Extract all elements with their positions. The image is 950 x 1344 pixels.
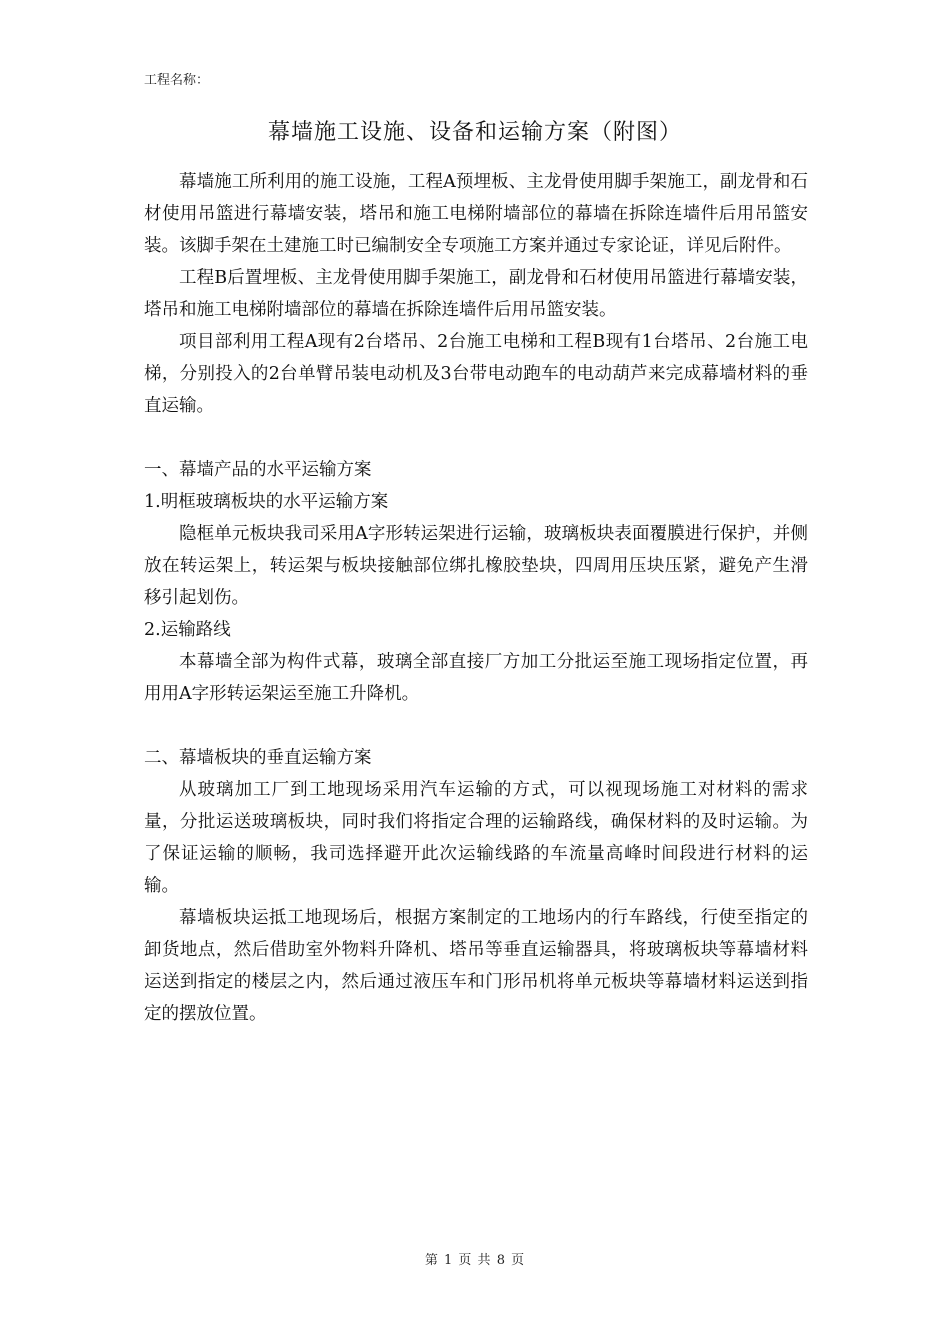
blank-line [144, 710, 808, 742]
project-name-label: 工程名称： [144, 73, 210, 88]
document-title: 幕墙施工设施、设备和运输方案（附图） [267, 120, 682, 145]
page-number-footer: 第 1 页 共 8 页 [424, 1253, 526, 1268]
section-1-sub-1-heading: 1.明框玻璃板块的水平运输方案 [144, 492, 389, 512]
intro-paragraph-3: 项目部利用工程A现有2台塔吊、2台施工电梯和工程B现有1台塔吊、2台施工电梯，分别投入的2台单臂吊装电动机及3台带电动跑车的电动葫芦来完成幕墙材料的垂直运输。 [144, 332, 808, 416]
blank-line [144, 422, 808, 454]
document-body [144, 166, 808, 1030]
intro-paragraph-1: 幕墙施工所利用的施工设施，工程A预埋板、主龙骨使用脚手架施工，副龙骨和石材使用吊篮进行幕墙安装，塔吊和施工电梯附墙部位的幕墙在拆除连墙件后用吊篮安装。该脚手架在土建施工时已编制安全专项施工方案并通过专家论证，详见后附件。 [144, 172, 808, 256]
section-2-paragraph-1: 从玻璃加工厂到工地现场采用汽车运输的方式，可以视现场施工对材料的需求量，分批运送玻璃板块，同时我们将指定合理的运输路线，确保材料的及时运输。为了保证运输的顺畅，我司选择避开此次运输线路的车流量高峰时间段进行材料的运输。 [144, 780, 808, 896]
intro-paragraph-2: 工程B后置埋板、主龙骨使用脚手架施工，副龙骨和石材使用吊篮进行幕墙安装，塔吊和施工电梯附墙部位的幕墙在拆除连墙件后用吊篮安装。 [144, 268, 808, 320]
section-1-sub-2-heading: 2.运输路线 [144, 620, 231, 640]
section-1-sub-1-paragraph: 隐框单元板块我司采用A字形转运架进行运输，玻璃板块表面覆膜进行保护，并侧放在转运架上，转运架与板块接触部位绑扎橡胶垫块，四周用压块压紧，避免产生滑移引起划伤。 [144, 524, 808, 608]
section-2-paragraph-2: 幕墙板块运抵工地现场后，根据方案制定的工地场内的行车路线，行使至指定的卸货地点，然后借助室外物料升降机、塔吊等垂直运输器具，将玻璃板块等幕墙材料运送到指定的楼层之内，然后通过液压车和门形吊机将单元板块等幕墙材料运送到指定的摆放位置。 [144, 908, 808, 1024]
section-1-heading: 一、幕墙产品的水平运输方案 [144, 460, 372, 480]
section-1-sub-2-paragraph: 本幕墙全部为构件式幕，玻璃全部直接厂方加工分批运至施工现场指定位置，再用用A字形转运架运至施工升降机。 [144, 652, 808, 704]
section-2-heading: 二、幕墙板块的垂直运输方案 [144, 748, 372, 768]
